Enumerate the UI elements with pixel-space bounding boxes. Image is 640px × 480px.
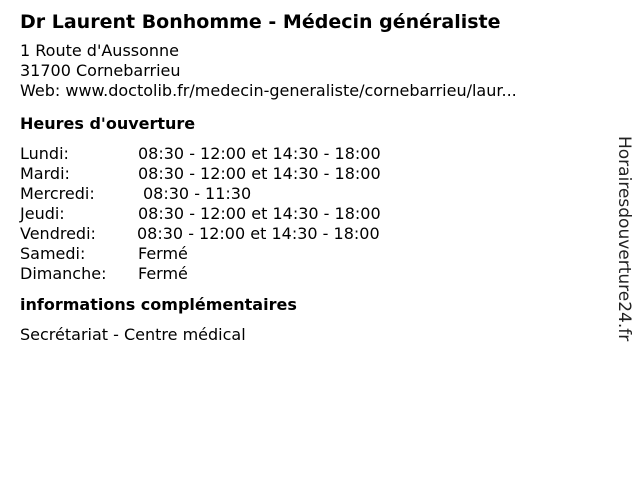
hours-row-thursday: [20, 204, 600, 224]
hours-value: Fermé: [138, 264, 188, 283]
address-block: [20, 41, 600, 101]
hours-row-tuesday: [20, 164, 600, 184]
hours-value: 08:30 - 12:00 et 14:30 - 18:00: [138, 144, 381, 163]
hours-row-monday: [20, 144, 600, 164]
day-label: Vendredi:: [20, 224, 96, 243]
watermark-text: Horairesdouverture24.fr: [614, 136, 634, 342]
hours-row-sunday: [20, 264, 600, 284]
day-label: Lundi:: [20, 144, 69, 163]
hours-value: 08:30 - 12:00 et 14:30 - 18:00: [137, 224, 380, 243]
listing-card: [20, 8, 600, 345]
hours-value: 08:30 - 12:00 et 14:30 - 18:00: [138, 164, 381, 183]
page-title: Dr Laurent Bonhomme - Médecin généraliste: [20, 11, 501, 33]
opening-hours-table: [20, 144, 600, 284]
hours-value: 08:30 - 11:30: [143, 184, 252, 203]
additional-info-text: Secrétariat - Centre médical: [20, 325, 246, 344]
hours-value: 08:30 - 12:00 et 14:30 - 18:00: [138, 204, 381, 223]
address-city: 31700 Cornebarrieu: [20, 61, 181, 80]
day-label: Mardi:: [20, 164, 70, 183]
hours-row-friday: [20, 224, 600, 244]
additional-info-heading: informations complémentaires: [20, 295, 297, 314]
address-street: 1 Route d'Aussonne: [20, 41, 180, 60]
website-line: Web: www.doctolib.fr/medecin-generaliste/cornebarrieu/laur...: [20, 81, 517, 100]
day-label: Dimanche:: [20, 264, 107, 283]
opening-hours-heading: Heures d'ouverture: [20, 114, 196, 133]
hours-row-wednesday: [20, 184, 600, 204]
day-label: Mercredi:: [20, 184, 95, 203]
day-label: Samedi:: [20, 244, 86, 263]
hours-value: Fermé: [138, 244, 188, 263]
hours-row-saturday: [20, 244, 600, 264]
day-label: Jeudi:: [20, 204, 65, 223]
